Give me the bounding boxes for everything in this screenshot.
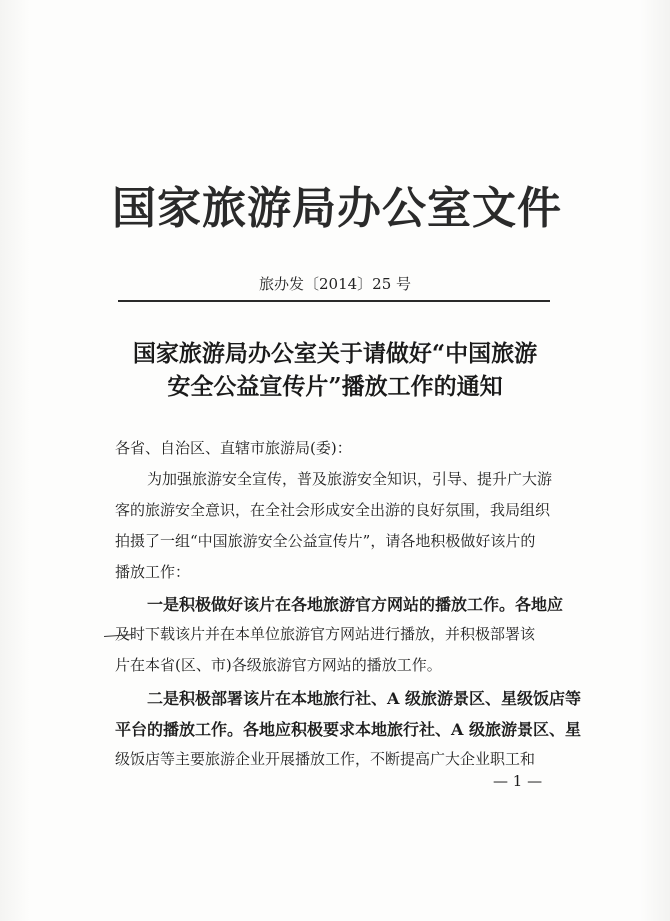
header-divider (118, 300, 550, 302)
document-number: 旅办发〔2014〕25 号 (258, 275, 412, 293)
point-1-line: 片在本省(区、市)各级旅游官方网站的播放工作。 (115, 656, 442, 674)
page-number: — 1 — (493, 772, 543, 790)
point-1-heading: 一是积极做好该片在各地旅游官方网站的播放工作。各地应 (147, 595, 564, 614)
notice-title-line-1: 国家旅游局办公室关于请做好“中国旅游 (132, 340, 538, 367)
intro-line: 播放工作： (115, 563, 191, 581)
point-1-line: 及时下载该片并在本单位旅游官方网站进行播放，并积极部署该 (115, 625, 536, 643)
point-2-line: 级饭店等主要旅游企业开展播放工作，不断提高广大企业职工和 (115, 750, 536, 768)
intro-line: 客的旅游安全意识，在全社会形成安全出游的良好氛围，我局组织 (115, 501, 551, 519)
issuing-office-title: 国家旅游局办公室文件 (112, 183, 562, 234)
point-2-heading: 二是积极部署该片在本地旅行社、A 级旅游景区、星级饭店等 (147, 689, 581, 708)
addressee: 各省、自治区、直辖市旅游局(委)： (115, 439, 352, 457)
intro-line: 为加强旅游安全宣传，普及旅游安全知识，引导、提升广大游 (147, 470, 553, 488)
intro-line: 拍摄了一组“中国旅游安全公益宣传片”，请各地积极做好该片的 (115, 532, 536, 550)
point-2-line: 平台的播放工作。各地应积极要求本地旅行社、A 级旅游景区、星 (115, 720, 581, 739)
notice-title-line-2: 安全公益宣传片”播放工作的通知 (167, 373, 503, 400)
